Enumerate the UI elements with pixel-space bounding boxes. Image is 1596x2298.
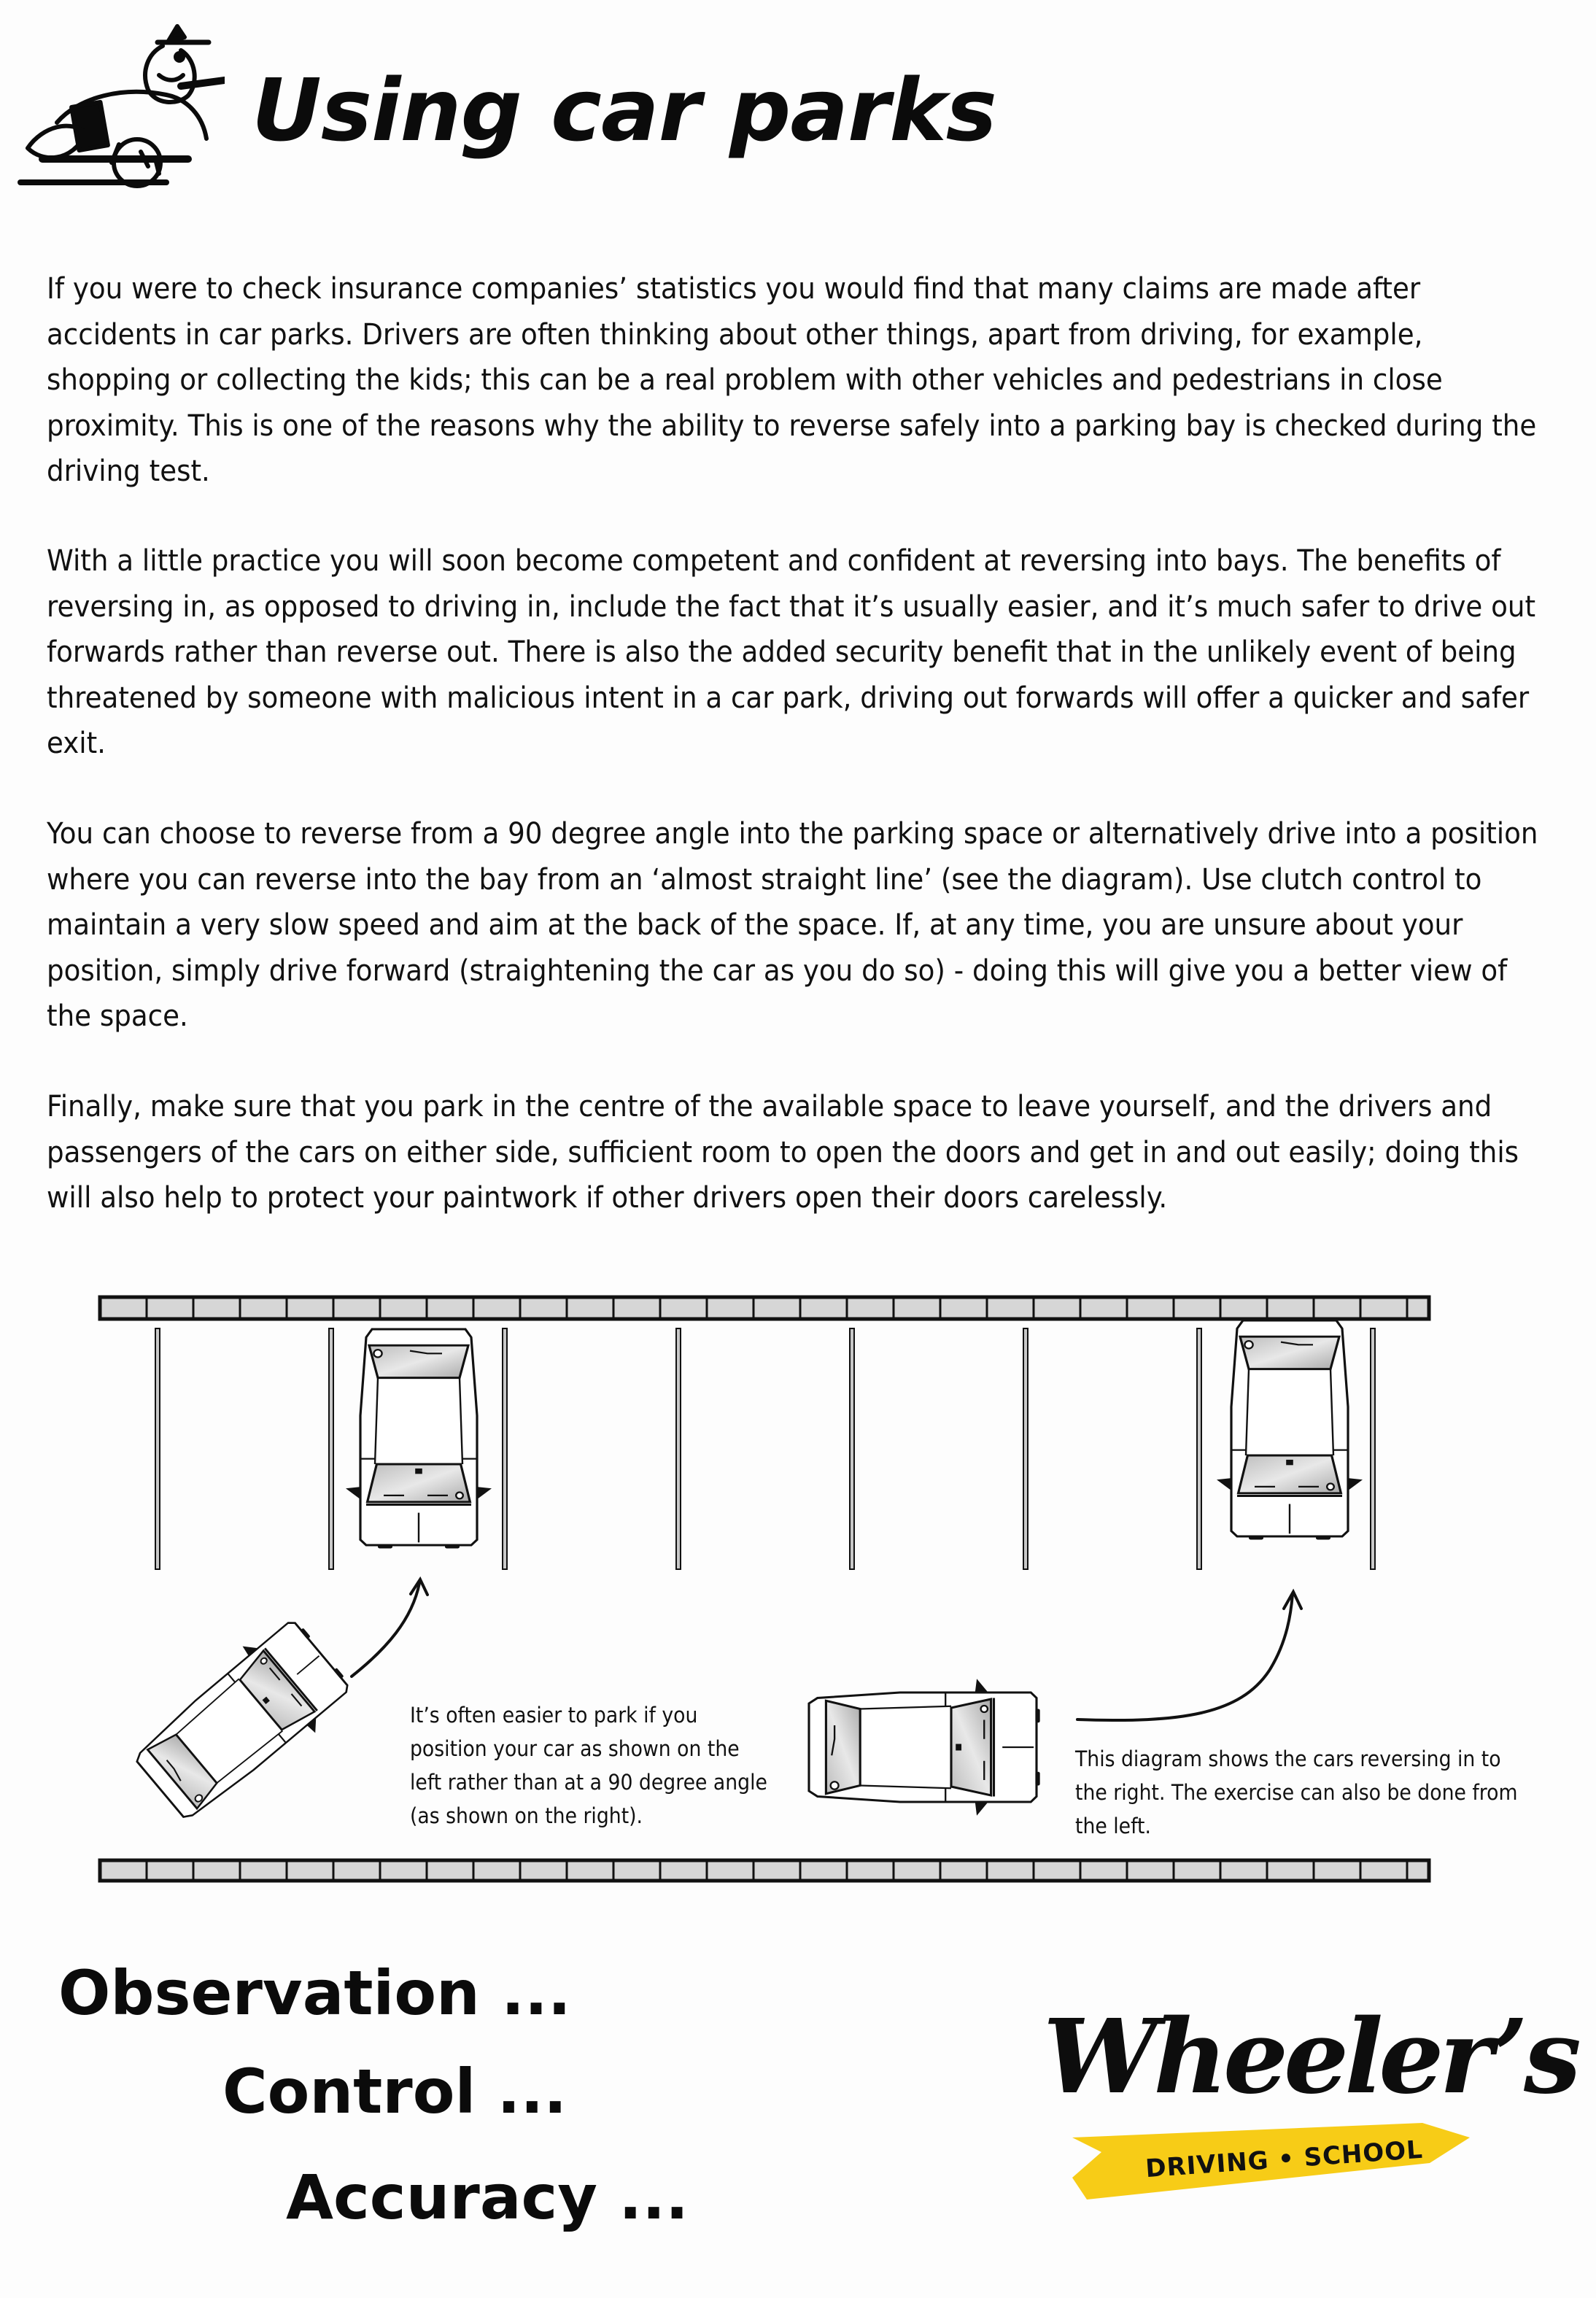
left-path-arrow (352, 1583, 419, 1676)
top-kerb (100, 1297, 1429, 1319)
paragraph-reversing-benefits: With a little practice you will soon become competent and confident at reversing into bays. The benefits of reversing in, as opposed to driving in, include the fact that it’s usually easier, and it’s much safer to drive out forwards rather than reverse out. There is also the added security benefit that in the unlikely event of being threatened by someone with malicious intent in a car park, driving out forwards will offer a quicker and safer exit. (47, 544, 1536, 760)
bottom-kerb (100, 1860, 1429, 1881)
logo-wordmark: Wheeler’s (1043, 1997, 1577, 2117)
parked-car-right (1217, 1320, 1363, 1539)
paragraph-centre-of-space: Finally, make sure that you park in the centre of the available space to leave yourself, and the drivers and passengers of the cars on either side, sufficient room to open the doors and get in and out easily; doing this will also help to protect your paintwork if other drivers open their doors carelessly. (47, 1090, 1519, 1215)
wheelers-logo (1036, 1992, 1577, 2203)
bay-line (1023, 1328, 1028, 1569)
parked-car-left (346, 1329, 492, 1548)
angled-car (124, 1609, 360, 1833)
paragraph-reversing-technique: You can choose to reverse from a 90 degree angle into the parking space or alternatively drive into a position where you can reverse into the bay from an ‘almost straight line’ (see the diagram). Use clutch control to maintain a very slow speed and aim at the back of the space. If, at any time, you are unsure about your position, simply drive forward (straightening the car as you do so) - doing this will give you a better view of the space. (47, 817, 1538, 1033)
slogan-observation: Observation ... (58, 1957, 571, 2029)
mascot-driver-car-icon (13, 13, 225, 188)
paragraph-insurance: If you were to check insurance companies’ statistics you would find that many claims are made after accidents in car parks. Drivers are often thinking about other things, apart from driving, for example, shopping or collecting the kids; this can be a real problem with other vehicles and pedestrians in close proximity. This is one of the reasons why the ability to reverse safely into a parking bay is checked during the driving test. (47, 272, 1537, 488)
bay-line (676, 1328, 681, 1569)
bay-line (329, 1328, 333, 1569)
caption-angled-approach: It’s often easier to park if you position your car as shown on the left rather than at a 90 degree angle (as shown on the right). (410, 1703, 767, 1828)
perpendicular-car (809, 1679, 1040, 1816)
bay-line (850, 1328, 854, 1569)
page-title: Using car parks (252, 60, 996, 160)
bay-line (1197, 1328, 1201, 1569)
logo-tagline: DRIVING • SCHOOL (1144, 2135, 1425, 2184)
slogan-control: Control ... (222, 2056, 567, 2127)
bay-line (155, 1328, 160, 1569)
right-path-arrow (1077, 1594, 1293, 1720)
bay-lines (155, 1328, 1375, 1569)
caption-reversing-direction: This diagram shows the cars reversing in to the right. The exercise can also be done from the left. (1075, 1746, 1518, 1838)
bay-line (503, 1328, 507, 1569)
slogan-accuracy: Accuracy ... (286, 2162, 689, 2233)
bay-line (1371, 1328, 1375, 1569)
